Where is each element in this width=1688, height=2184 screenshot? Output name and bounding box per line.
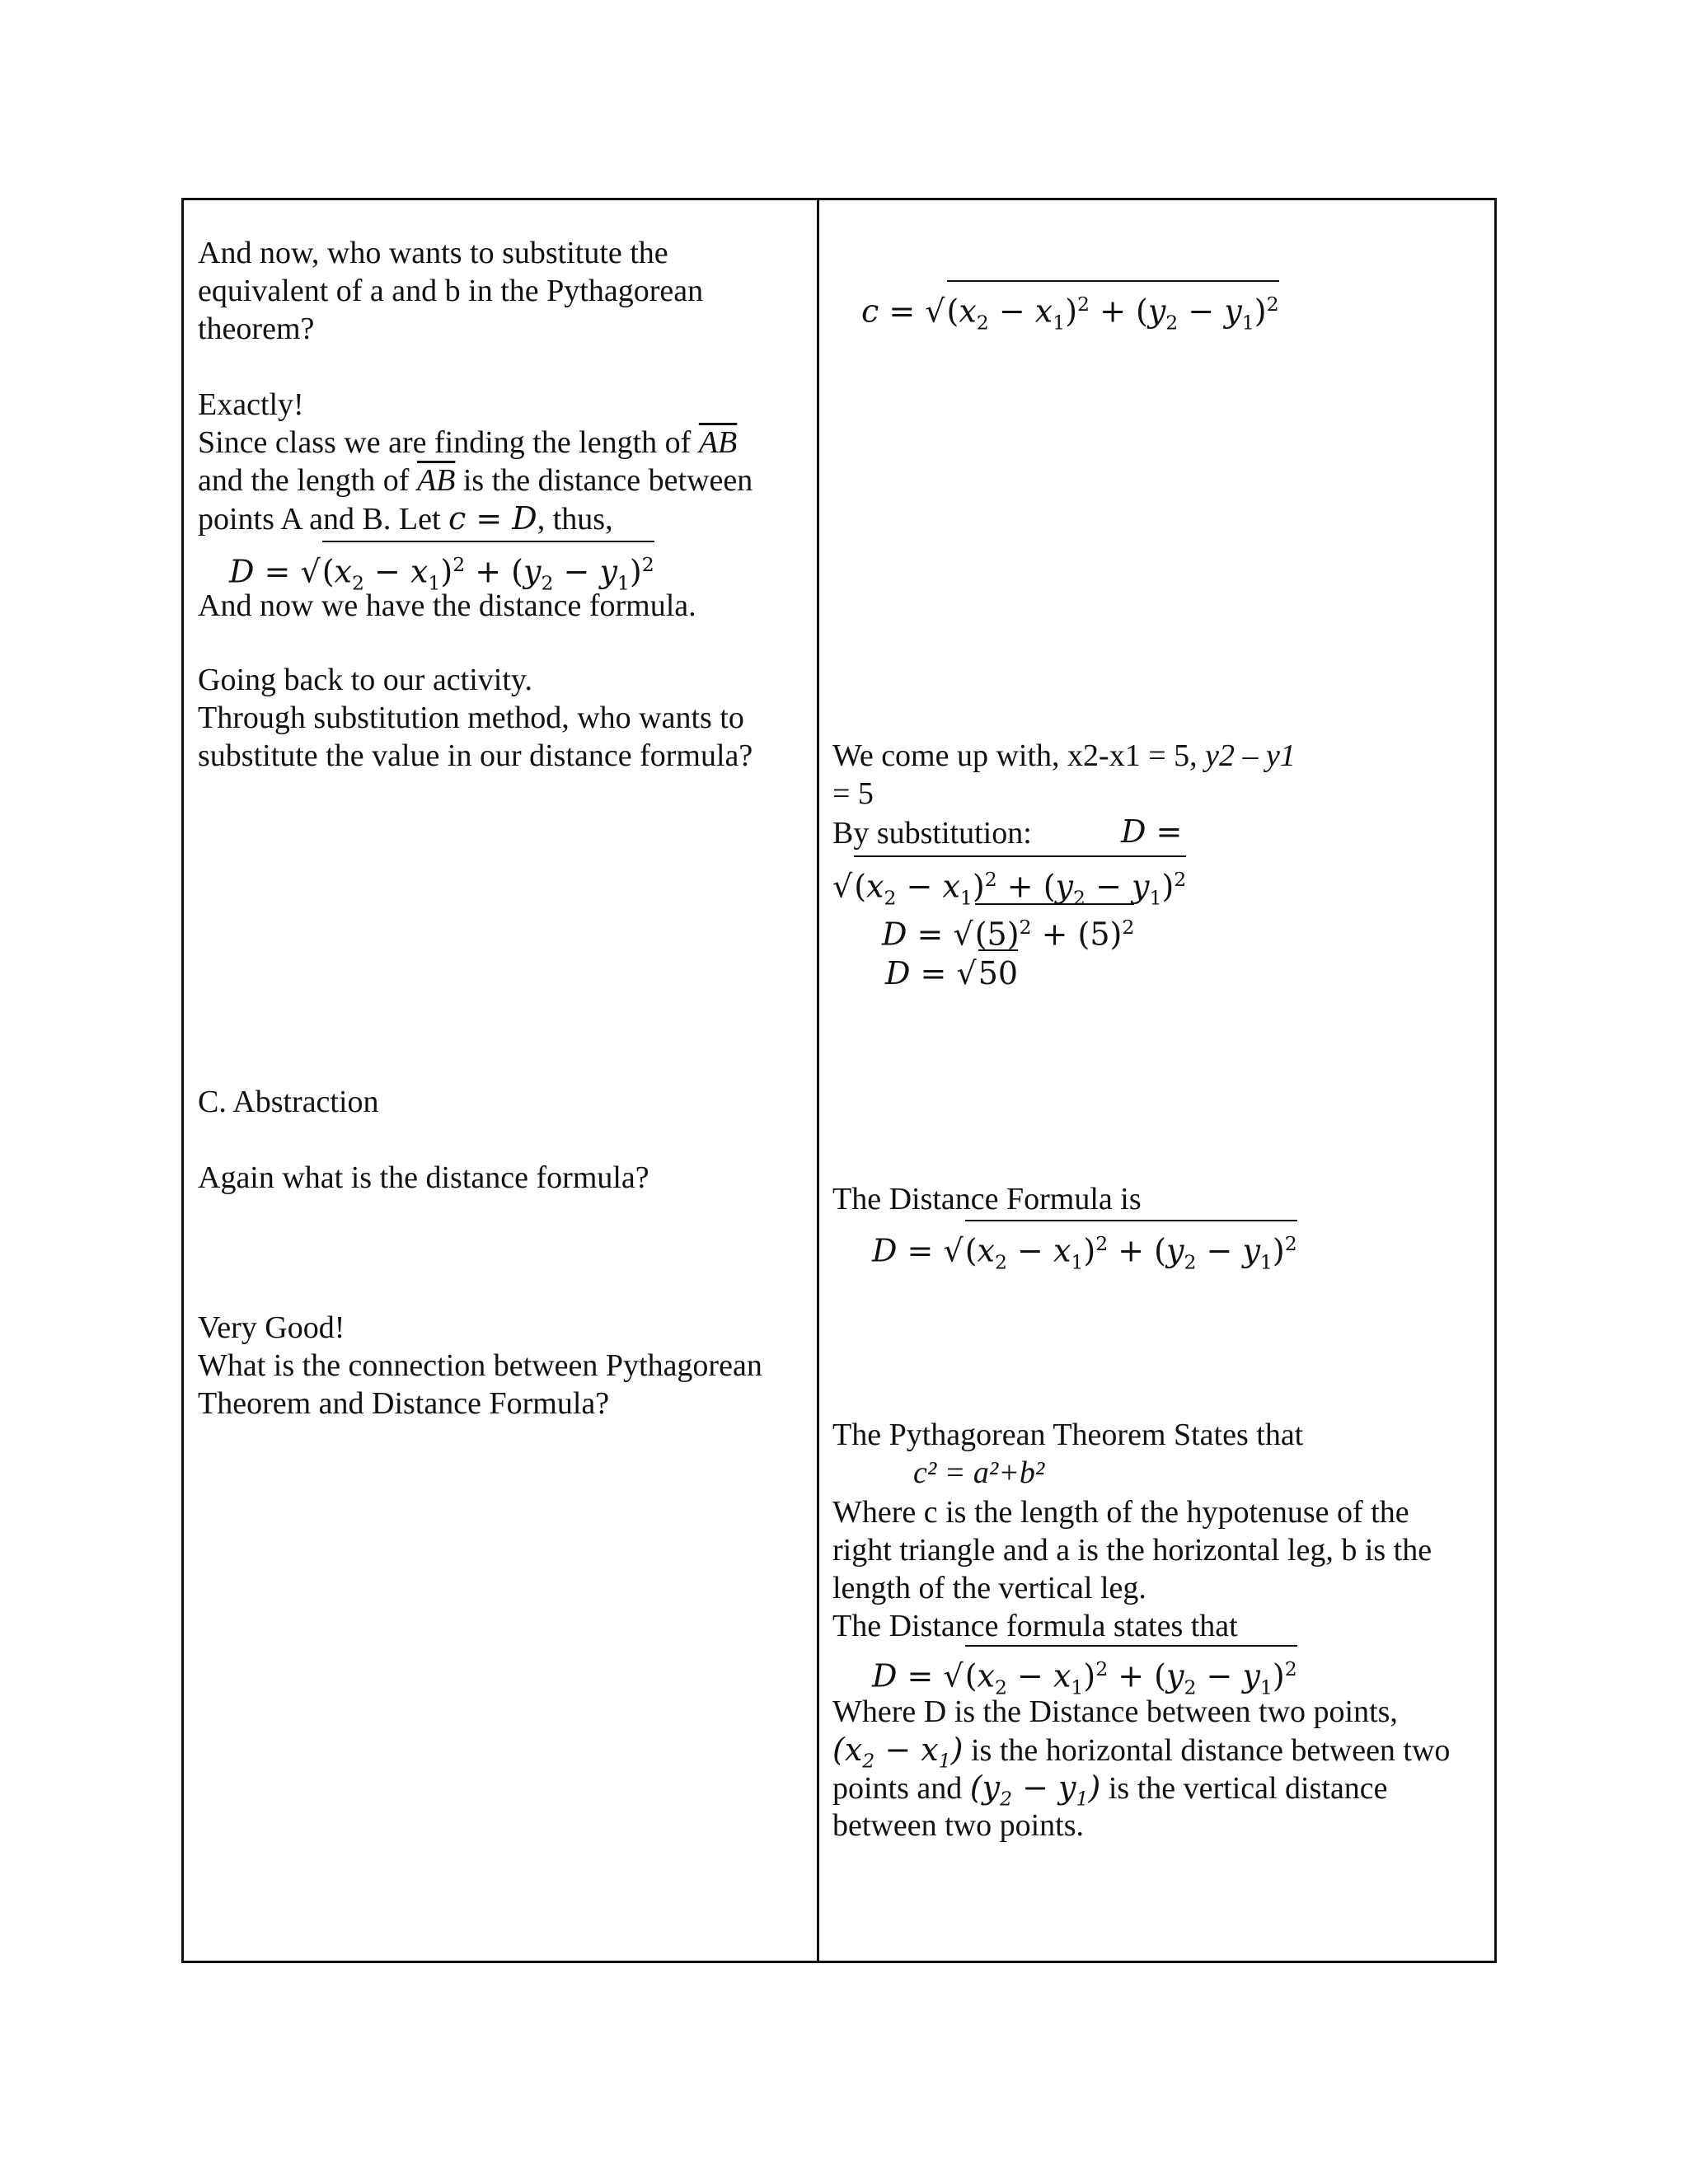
distance-formula-3: $D = √(x_2 - x_1)^2 + (y_2 - y_1)^2$ xyxy=(872,1645,1297,1708)
segment-ab: $\overline{AB}$ xyxy=(698,425,738,460)
since-line xyxy=(198,424,737,462)
c-formula: $c = √(x_2 - x_1)^2 + (y_2 - y_1)^2$ xyxy=(861,280,1279,343)
come-up-line xyxy=(832,737,1296,775)
where-c-line-3: length of the vertical leg. xyxy=(832,1571,1146,1605)
thus-text: , thus, xyxy=(537,502,613,537)
distance-formula-conclusion: And now we have the distance formula. xyxy=(198,588,696,623)
x-difference: $(x_2 - x_1)$ xyxy=(832,1732,964,1773)
distance-formula-1: $D = √(x_2 - x_1)^2 + (y_2 - y_1)^2$ xyxy=(229,541,654,603)
points-text: points A and B. Let xyxy=(198,502,441,537)
length-text: and the length of xyxy=(198,463,410,498)
where-d-line-1: Where D is the Distance between two points, xyxy=(832,1694,1398,1729)
length-line xyxy=(198,462,753,499)
d-equals-label: D = xyxy=(1121,813,1183,850)
where-c-line-2: right triangle and a is the horizontal leg, b is the xyxy=(832,1533,1432,1568)
where-c-line-1: Where c is the length of the hypotenuse of the xyxy=(832,1495,1409,1530)
prompt-substitute: And now, who wants to substitute the equivalent of a and b in the Pythagorean theorem? xyxy=(198,236,704,346)
distance-formula-2: $D = √(x_2 - x_1)^2 + (y_2 - y_1)^2$ xyxy=(872,1220,1297,1282)
points-line xyxy=(198,499,613,538)
exactly-text: Exactly! xyxy=(198,387,304,422)
equals-five: = 5 xyxy=(832,776,874,811)
sqrt-fifty: D = √50 xyxy=(885,949,1018,994)
abstraction-heading: C. Abstraction xyxy=(198,1085,379,1119)
c-equals-d: c = D xyxy=(448,500,537,537)
come-up-text: We come up with, x2-x1 = 5, xyxy=(832,738,1198,773)
connection-question-1: What is the connection between Pythagorean xyxy=(198,1348,762,1383)
points-and-text: points and xyxy=(832,1771,963,1806)
horizontal-distance-text: is the horizontal distance between two xyxy=(971,1733,1451,1768)
distance-formula-intro: The Distance Formula is xyxy=(832,1182,1142,1216)
through-substitution-text: Through substitution method, who wants to xyxy=(198,701,744,735)
substitute-value-text: substitute the value in our distance formula? xyxy=(198,738,753,773)
where-d-line-4: between two points. xyxy=(832,1808,1085,1843)
segment-ab-2: $\overline{AB}$ xyxy=(416,463,456,498)
column-divider xyxy=(817,200,819,1961)
distance-between-text: is the distance between xyxy=(462,463,753,498)
since-text: Since class we are finding the length of xyxy=(198,425,692,460)
very-good-text: Very Good! xyxy=(198,1310,345,1345)
by-substitution-text: By substitution: xyxy=(832,816,1032,851)
pythagorean-states: The Pythagorean Theorem States that xyxy=(832,1418,1304,1452)
substituted-formula: $√(x_2 - x_1)^2 + (y_2 - y_1)^2$ xyxy=(832,855,1186,918)
distance-states: The Distance formula states that xyxy=(832,1609,1238,1643)
connection-question-2: Theorem and Distance Formula? xyxy=(198,1386,610,1421)
again-question: Again what is the distance formula? xyxy=(198,1160,649,1195)
vertical-distance-text: is the vertical distance xyxy=(1108,1771,1388,1806)
y-difference: $(y_2 - y_1)$ xyxy=(969,1769,1101,1811)
y-diff-text: y2 – y1 xyxy=(1205,738,1296,773)
pythagorean-equation: c² = a²+b² xyxy=(913,1455,1045,1490)
substituted-values: $D = √(5)^2 + (5)^2$ xyxy=(882,903,1134,955)
going-back-text: Going back to our activity. xyxy=(198,663,532,697)
